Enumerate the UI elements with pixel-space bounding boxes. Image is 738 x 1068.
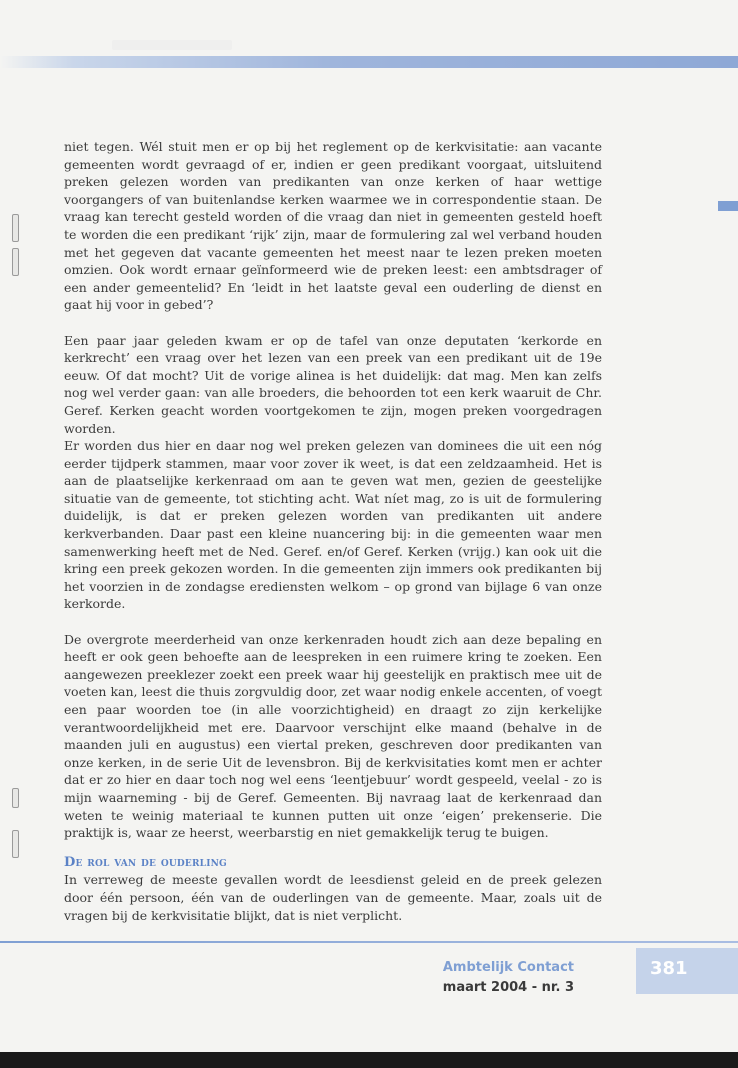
header-ghost-text [112, 40, 232, 50]
publication-title: Ambtelijk Contact [442, 960, 574, 975]
binding-mark [12, 214, 19, 242]
article-body [64, 138, 602, 924]
binding-mark [12, 248, 19, 276]
binding-mark [12, 830, 19, 858]
page-number: 381 [650, 958, 688, 979]
section-paragraph: In verreweg de meeste gevallen wordt de leesdienst geleid en de preek gelezen door één persoon, één van de ouderlingen van de gemeente. Maar, zoals uit de vragen bij de kerkvisitatie blijkt, dat is niet verplicht. [64, 872, 602, 923]
footer-rule [0, 941, 738, 943]
header-accent-bar [0, 56, 738, 68]
binding-mark [12, 788, 19, 808]
side-tab-marker [718, 201, 738, 211]
section-heading: De rol van de ouderling [64, 854, 227, 870]
article-paragraph: Een paar jaar geleden kwam er op de tafel van onze deputaten ‘kerkorde en kerkrecht’ een vraag over het lezen van een preek van een predikant uit de 19e eeuw. Of dat mocht? Uit de vorige alinea is het duidelijk: dat mag. Men kan zelfs nog wel verder gaan: van alle broeders, die behoorden tot een kerk waaruit de Chr. Geref. Kerken geacht worden voortgekomen te zijn, mogen preken voorgedragen worden. [64, 332, 602, 436]
issue-label: maart 2004 - nr. 3 [442, 980, 574, 995]
scan-bottom-edge [0, 1052, 738, 1068]
article-paragraph: Er worden dus hier en daar nog wel preken gelezen van dominees die uit een nóg eerder tijdperk stammen, maar voor zover ik weet, is dat een zeldzaamheid. Het is aan de plaatselijke kerkenraad om aan te geven wat men, gezien de geestelijke situatie van de gemeente, tot stichting acht. Wat níet mag, zo is uit de formulering duidelijk, is dat er preken gelezen worden van predikanten uit andere kerkverbanden. Daar past een kleine nuancering bij: in die gemeenten waar men samenwerking heeft met de Ned. Geref. en/of Geref. Kerken (vrijg.) kan ook uit die kring een preek gekozen worden. In die gemeenten zijn immers ook predikanten bij het voorzien in de zondagse erediensten welkom – op grond van bijlage 6 van onze kerkorde. [64, 438, 602, 612]
article-paragraph: niet tegen. Wél stuit men er op bij het reglement op de kerkvisitatie: aan vacante gemeenten wordt gevraagd of er, indien er geen predikant voorgaat, uitsluitend preken gelezen worden van predikanten van onze kerken of haar wettige voorgangers of van buitenlandse kerken waarmee we in correspondentie staan. De vraag kan terecht gesteld worden of die vraag dan niet in gemeenten gesteld hoeft te worden die een predikant ‘rijk’ zijn, maar de formulering zal wel verband houden met het gegeven dat vacante gemeenten het meest naar te lezen preken moeten omzien. Ook wordt ernaar geïnformeerd wie de preken leest: een ambtsdrager of een ander gemeentelid? En ‘leidt in het laatste geval een ouderling de dienst en gaat hij voor in gebed’? [64, 139, 602, 313]
article-paragraph: De overgrote meerderheid van onze kerkenraden houdt zich aan deze bepaling en heeft er ook geen behoefte aan de leespreken in een ruimere kring te zoeken. Een aangewezen preeklezer zoekt een preek waar hij geestelijk en praktisch mee uit de voeten kan, leest die thuis zorgvuldig door, zet waar nodig enkele accenten, of voegt een paar woorden toe (in alle voorzichtigheid) en draagt zo zijn kerkelijke verantwoordelijkheid met ere. Daarvoor verschijnt elke maand (behalve in de maanden juli en augustus) een viertal preken, geschreven door predikanten van onze kerken, in de serie Uit de levensbron. Bij de kerkvisitaties komt men er achter dat er zo hier en daar toch nog wel eens ‘leentjebuur’ wordt gespeeld, veelal - zo is mijn waarneming - bij de Geref. Gemeenten. Bij navraag laat de kerkenraad dan weten te weinig materiaal te kunnen putten uit onze ‘eigen’ prekenserie. Die praktijk is, waar ze heerst, weerbarstig en niet gemakkelijk terug te buigen. [64, 631, 602, 841]
